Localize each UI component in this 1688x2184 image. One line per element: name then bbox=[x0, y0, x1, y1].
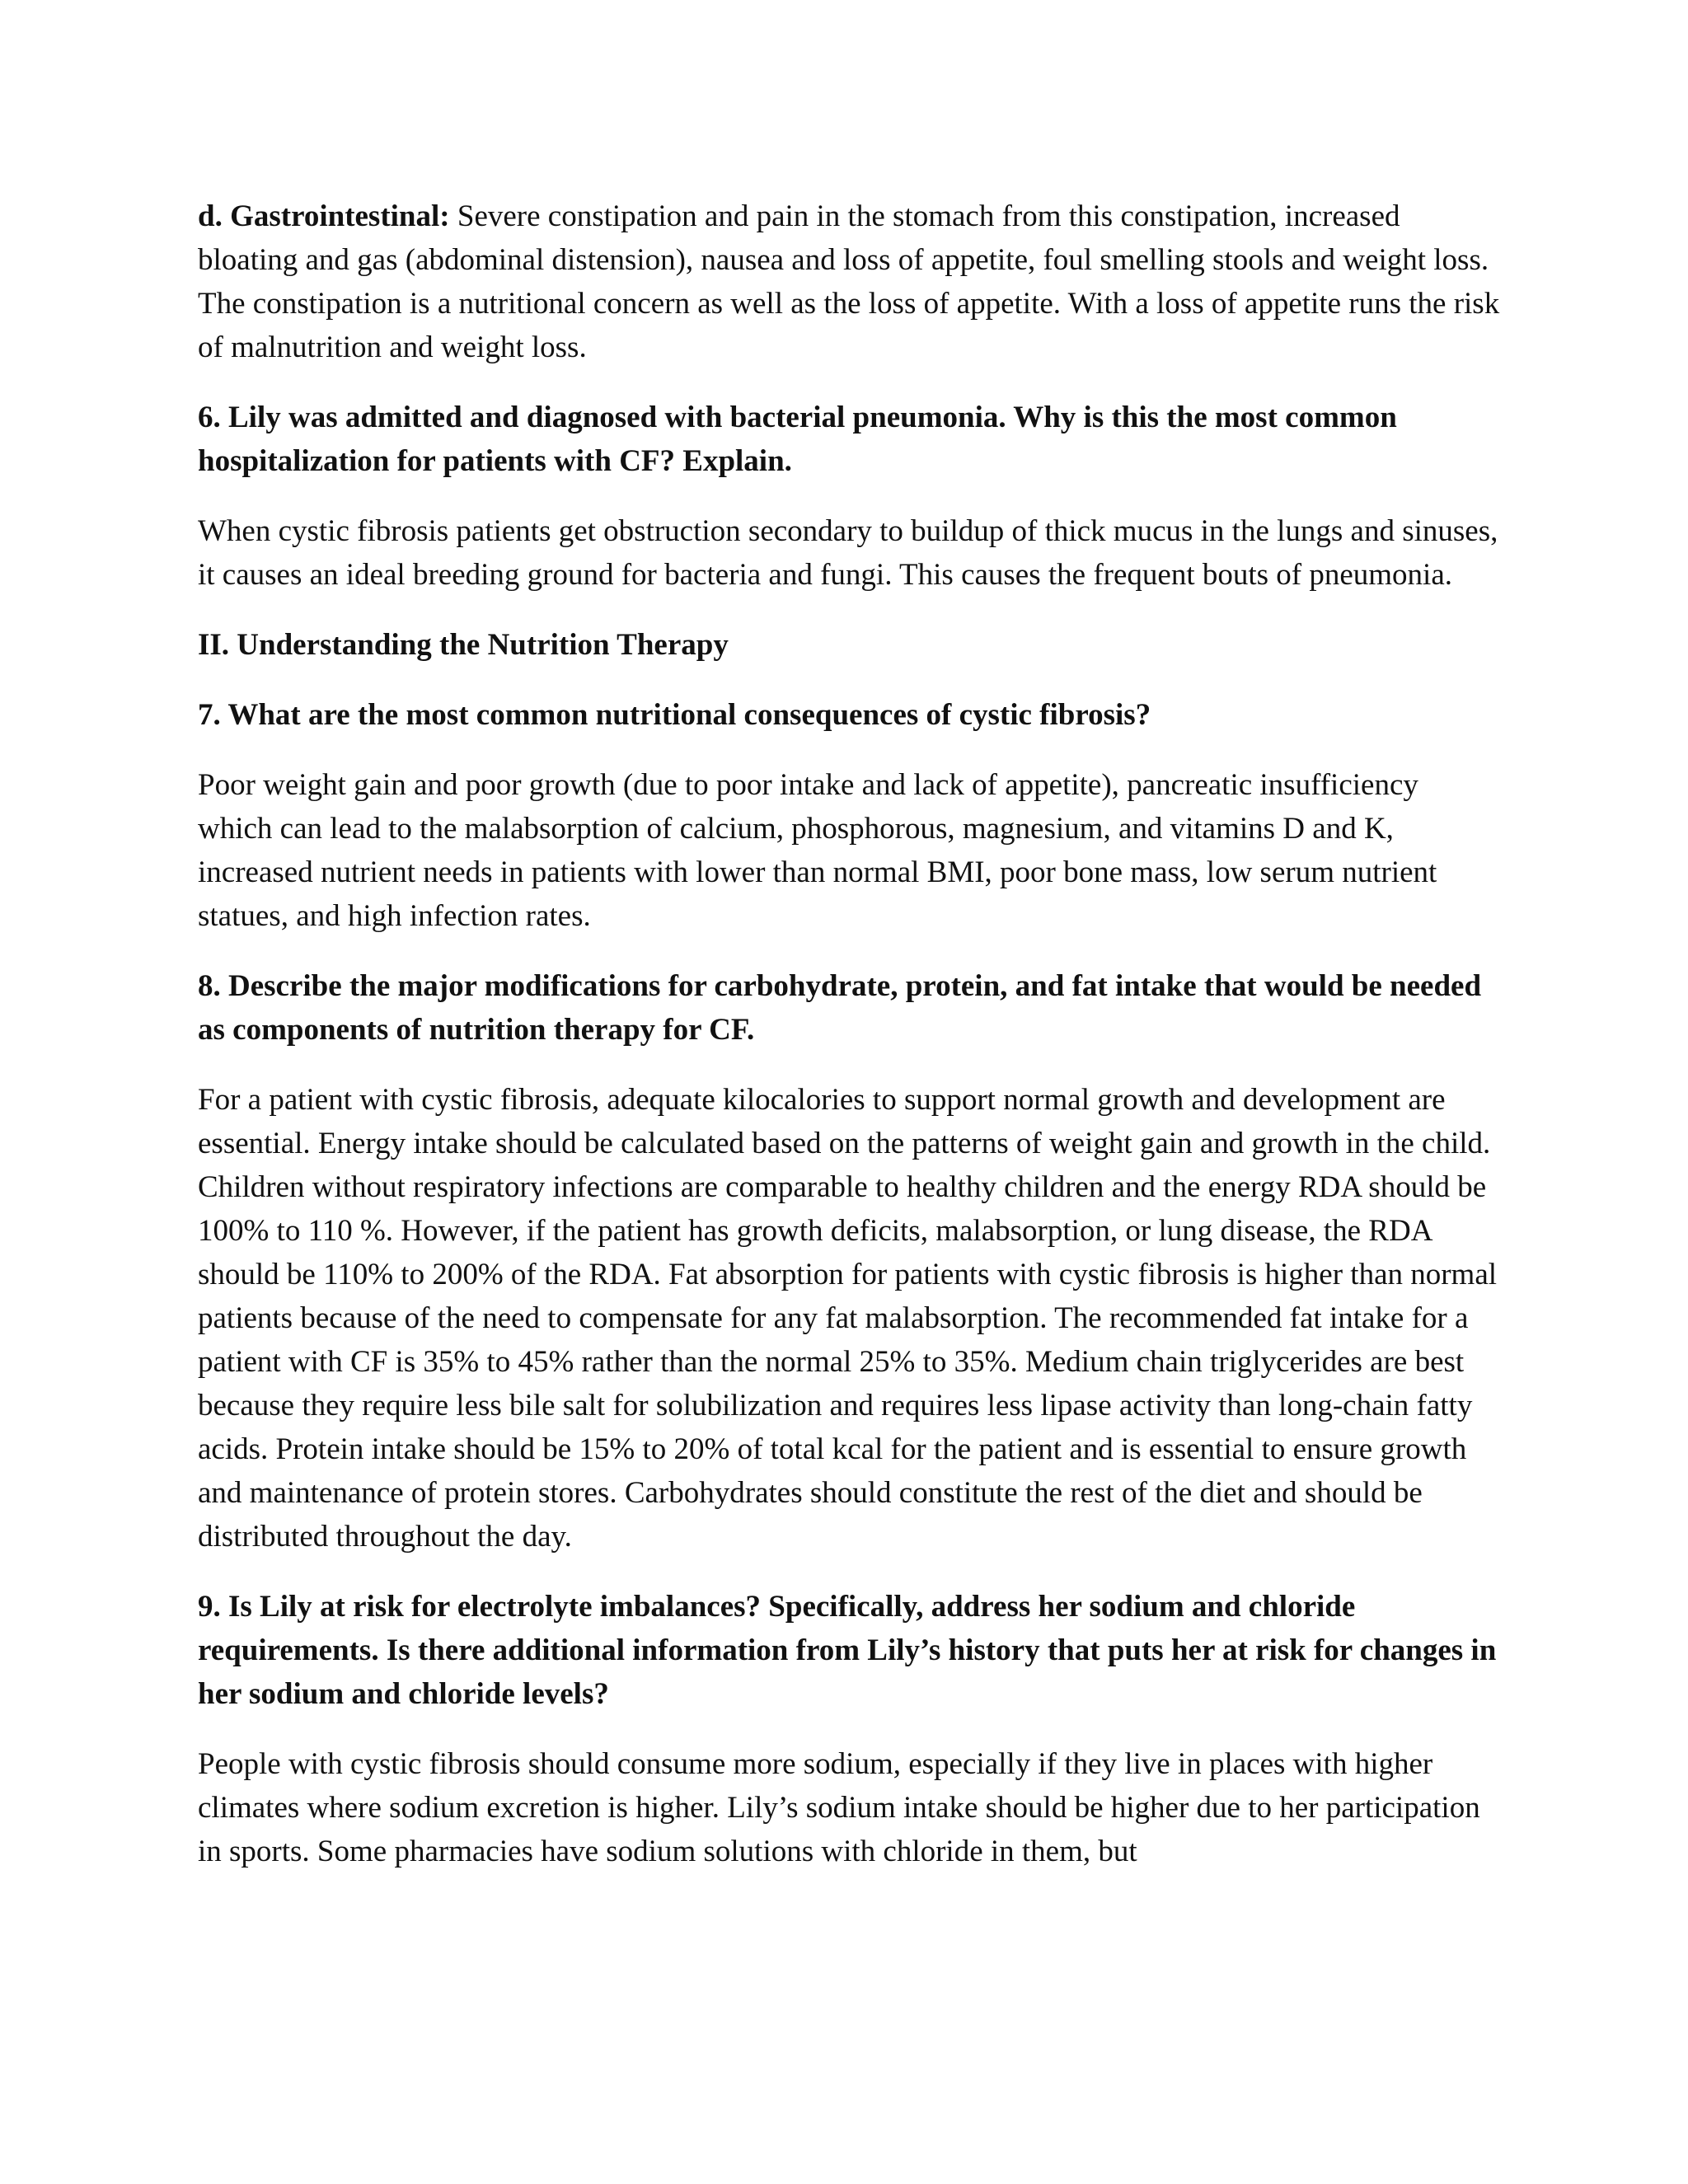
gastrointestinal-paragraph bbox=[198, 194, 1500, 369]
answer-9: People with cystic fibrosis should consume more sodium, especially if they live in places with higher climates where sodium excretion is higher. Lily’s sodium intake should be higher due to her participation in sports. Some pharmacies have sodium solutions with chloride in them, but bbox=[198, 1747, 1480, 1868]
gastrointestinal-label: d. Gastrointestinal: bbox=[198, 199, 450, 233]
answer-8: For a patient with cystic fibrosis, adequate kilocalories to support normal growth and development are essential. Energy intake should be calculated based on the patterns of weight gain and growth in the child. Children without respiratory infections are comparable to healthy children and the energy RDA should be 100% to 110 %. However, if the patient has growth deficits, malabsorption, or lung disease, the RDA should be 110% to 200% of the RDA. Fat absorption for patients with cystic fibrosis is higher than normal patients because of the need to compensate for any fat malabsorption. The recommended fat intake for a patient with CF is 35% to 45% rather than the normal 25% to 35%. Medium chain triglycerides are best because they require less bile salt for solubilization and requires less lipase activity than long-chain fatty acids. Protein intake should be 15% to 20% of total kcal for the patient and is essential to ensure growth and maintenance of protein stores. Carbohydrates should constitute the rest of the diet and should be distributed throughout the day. bbox=[198, 1083, 1498, 1554]
question-8: 8. Describe the major modifications for carbohydrate, protein, and fat intake that would be needed as components of nutrition therapy for CF. bbox=[198, 969, 1482, 1047]
question-6: 6. Lily was admitted and diagnosed with bacterial pneumonia. Why is this the most common hospitalization for patients with CF? Explain. bbox=[198, 401, 1397, 478]
section-ii-heading: II. Understanding the Nutrition Therapy bbox=[198, 628, 729, 662]
question-9: 9. Is Lily at risk for electrolyte imbalances? Specifically, address her sodium and chloride requirements. Is there additional information from Lily’s history that puts her at risk for changes in her sodium and chloride levels? bbox=[198, 1590, 1497, 1711]
gastrointestinal-text: Severe constipation and pain in the stomach from this constipation, increased bloating and gas (abdominal distension), nausea and loss of appetite, foul smelling stools and weight loss. The constipation is a nutritional concern as well as the loss of appetite. With a loss of appetite runs the risk of malnutrition and weight loss. bbox=[198, 199, 1500, 364]
answer-7: Poor weight gain and poor growth (due to poor intake and lack of appetite), pancreatic insufficiency which can lead to the malabsorption of calcium, phosphorous, magnesium, and vitamins D and K, increased nutrient needs in patients with lower than normal BMI, poor bone mass, low serum nutrient statues, and high infection rates. bbox=[198, 768, 1437, 933]
page-content bbox=[198, 194, 1500, 1873]
answer-6: When cystic fibrosis patients get obstruction secondary to buildup of thick mucus in the lungs and sinuses, it causes an ideal breeding ground for bacteria and fungi. This causes the frequent bouts of pneumonia. bbox=[198, 514, 1498, 592]
question-7: 7. What are the most common nutritional consequences of cystic fibrosis? bbox=[198, 698, 1151, 732]
